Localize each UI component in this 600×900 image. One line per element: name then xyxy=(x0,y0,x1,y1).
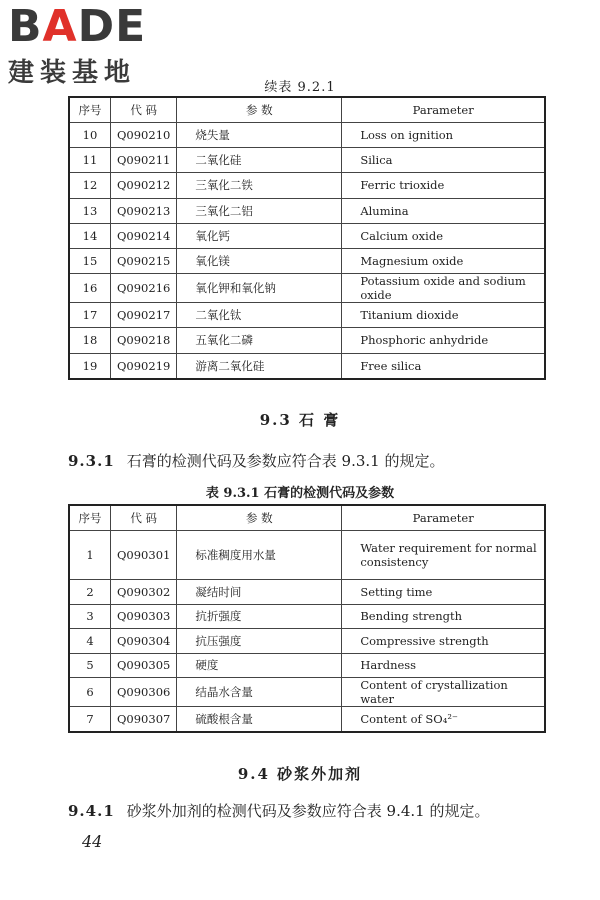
cell-parameter-en: Magnesium oxide xyxy=(342,248,545,273)
cell-parameter-cn: 烧失量 xyxy=(177,123,342,148)
cell-code: Q090302 xyxy=(111,580,177,605)
cell-code: Q090212 xyxy=(111,173,177,198)
cell-code: Q090211 xyxy=(111,148,177,173)
cell-index: 17 xyxy=(69,303,111,328)
cell-index: 7 xyxy=(69,707,111,732)
table-row xyxy=(69,353,545,379)
cell-parameter-cn: 结晶水含量 xyxy=(177,678,342,707)
table-header-row xyxy=(69,97,545,123)
header-code: 代 码 xyxy=(111,97,177,123)
table-row xyxy=(69,328,545,353)
cell-parameter-cn: 二氧化钛 xyxy=(177,303,342,328)
table2-caption: 表 9.3.1 石膏的检测代码及参数 xyxy=(205,486,395,501)
table-row xyxy=(69,629,545,654)
cell-code: Q090304 xyxy=(111,629,177,654)
table-9-3-1 xyxy=(68,504,546,733)
logo-subtitle: 建装基地 xyxy=(8,58,137,88)
table-row xyxy=(69,223,545,248)
paragraph-number: 9.4.1 xyxy=(68,802,115,820)
cell-parameter-en: Water requirement for normal consistency xyxy=(342,531,545,580)
table-row xyxy=(69,678,545,707)
cell-index: 4 xyxy=(69,629,111,654)
cell-parameter-cn: 氧化镁 xyxy=(177,248,342,273)
cell-parameter-en: Titanium dioxide xyxy=(342,303,545,328)
table-row xyxy=(69,580,545,605)
table-row xyxy=(69,531,545,580)
cell-index: 10 xyxy=(69,123,111,148)
cell-parameter-cn: 三氧化二铁 xyxy=(177,173,342,198)
cell-parameter-cn: 氧化钙 xyxy=(177,223,342,248)
table-row xyxy=(69,653,545,678)
cell-parameter-en: Alumina xyxy=(342,198,545,223)
table-row xyxy=(69,274,545,303)
cell-parameter-en: Loss on ignition xyxy=(342,123,545,148)
header-index: 序号 xyxy=(69,505,111,531)
logo-word: BADE xyxy=(8,1,147,52)
paragraph-number: 9.3.1 xyxy=(68,452,115,470)
cell-parameter-en: Hardness xyxy=(342,653,545,678)
paragraph-9-3-1 xyxy=(68,450,444,471)
cell-index: 18 xyxy=(69,328,111,353)
table-row xyxy=(69,707,545,732)
cell-parameter-cn: 抗折强度 xyxy=(177,604,342,629)
cell-index: 3 xyxy=(69,604,111,629)
cell-parameter-cn: 二氧化硅 xyxy=(177,148,342,173)
paragraph-text: 砂浆外加剂的检测代码及参数应符合表 9.4.1 的规定。 xyxy=(126,802,490,820)
table-row xyxy=(69,173,545,198)
cell-parameter-en: Silica xyxy=(342,148,545,173)
cell-code: Q090306 xyxy=(111,678,177,707)
cell-parameter-en: Phosphoric anhydride xyxy=(342,328,545,353)
cell-index: 12 xyxy=(69,173,111,198)
cell-index: 5 xyxy=(69,653,111,678)
cell-parameter-en: Setting time xyxy=(342,580,545,605)
cell-parameter-cn: 三氧化二铝 xyxy=(177,198,342,223)
cell-code: Q090213 xyxy=(111,198,177,223)
cell-index: 16 xyxy=(69,274,111,303)
cell-parameter-cn: 氧化钾和氧化钠 xyxy=(177,274,342,303)
cell-code: Q090219 xyxy=(111,353,177,379)
cell-index: 19 xyxy=(69,353,111,379)
paragraph-9-4-1 xyxy=(68,800,489,821)
header-parameter-cn: 参 数 xyxy=(177,505,342,531)
cell-index: 2 xyxy=(69,580,111,605)
cell-parameter-en: Free silica xyxy=(342,353,545,379)
cell-code: Q090214 xyxy=(111,223,177,248)
header-parameter-cn: 参 数 xyxy=(177,97,342,123)
cell-index: 14 xyxy=(69,223,111,248)
cell-index: 15 xyxy=(69,248,111,273)
table-9-2-1-continued xyxy=(68,96,546,380)
cell-parameter-en: Ferric trioxide xyxy=(342,173,545,198)
header-index: 序号 xyxy=(69,97,111,123)
header-parameter-en: Parameter xyxy=(342,97,545,123)
cell-parameter-cn: 凝结时间 xyxy=(177,580,342,605)
table-row xyxy=(69,198,545,223)
cell-index: 13 xyxy=(69,198,111,223)
cell-index: 11 xyxy=(69,148,111,173)
cell-parameter-en: Bending strength xyxy=(342,604,545,629)
table-row xyxy=(69,123,545,148)
cell-parameter-cn: 游离二氧化硅 xyxy=(177,353,342,379)
cell-parameter-en: Content of crystallization water xyxy=(342,678,545,707)
section-9-3-title: 9.3 石 膏 xyxy=(259,411,341,429)
section-9-4-title: 9.4 砂浆外加剂 xyxy=(237,765,363,783)
table-row xyxy=(69,604,545,629)
cell-code: Q090217 xyxy=(111,303,177,328)
paragraph-text: 石膏的检测代码及参数应符合表 9.3.1 的规定。 xyxy=(126,452,445,470)
cell-parameter-en: Compressive strength xyxy=(342,629,545,654)
header-code: 代 码 xyxy=(111,505,177,531)
table-row xyxy=(69,248,545,273)
cell-parameter-cn: 硫酸根含量 xyxy=(177,707,342,732)
cell-parameter-cn: 硬度 xyxy=(177,653,342,678)
cell-code: Q090210 xyxy=(111,123,177,148)
header-parameter-en: Parameter xyxy=(342,505,545,531)
table1-caption: 续表 9.2.1 xyxy=(264,80,336,95)
cell-code: Q090218 xyxy=(111,328,177,353)
cell-index: 6 xyxy=(69,678,111,707)
cell-parameter-en: Potassium oxide and sodium oxide xyxy=(342,274,545,303)
cell-parameter-cn: 五氧化二磷 xyxy=(177,328,342,353)
cell-parameter-en: Content of SO₄²⁻ xyxy=(342,707,545,732)
table-row xyxy=(69,303,545,328)
cell-code: Q090216 xyxy=(111,274,177,303)
cell-parameter-cn: 标准稠度用水量 xyxy=(177,531,342,580)
page-number: 44 xyxy=(82,832,103,851)
table-row xyxy=(69,148,545,173)
cell-code: Q090303 xyxy=(111,604,177,629)
cell-code: Q090307 xyxy=(111,707,177,732)
cell-code: Q090305 xyxy=(111,653,177,678)
table-header-row xyxy=(69,505,545,531)
cell-code: Q090215 xyxy=(111,248,177,273)
cell-index: 1 xyxy=(69,531,111,580)
cell-parameter-en: Calcium oxide xyxy=(342,223,545,248)
cell-code: Q090301 xyxy=(111,531,177,580)
cell-parameter-cn: 抗压强度 xyxy=(177,629,342,654)
